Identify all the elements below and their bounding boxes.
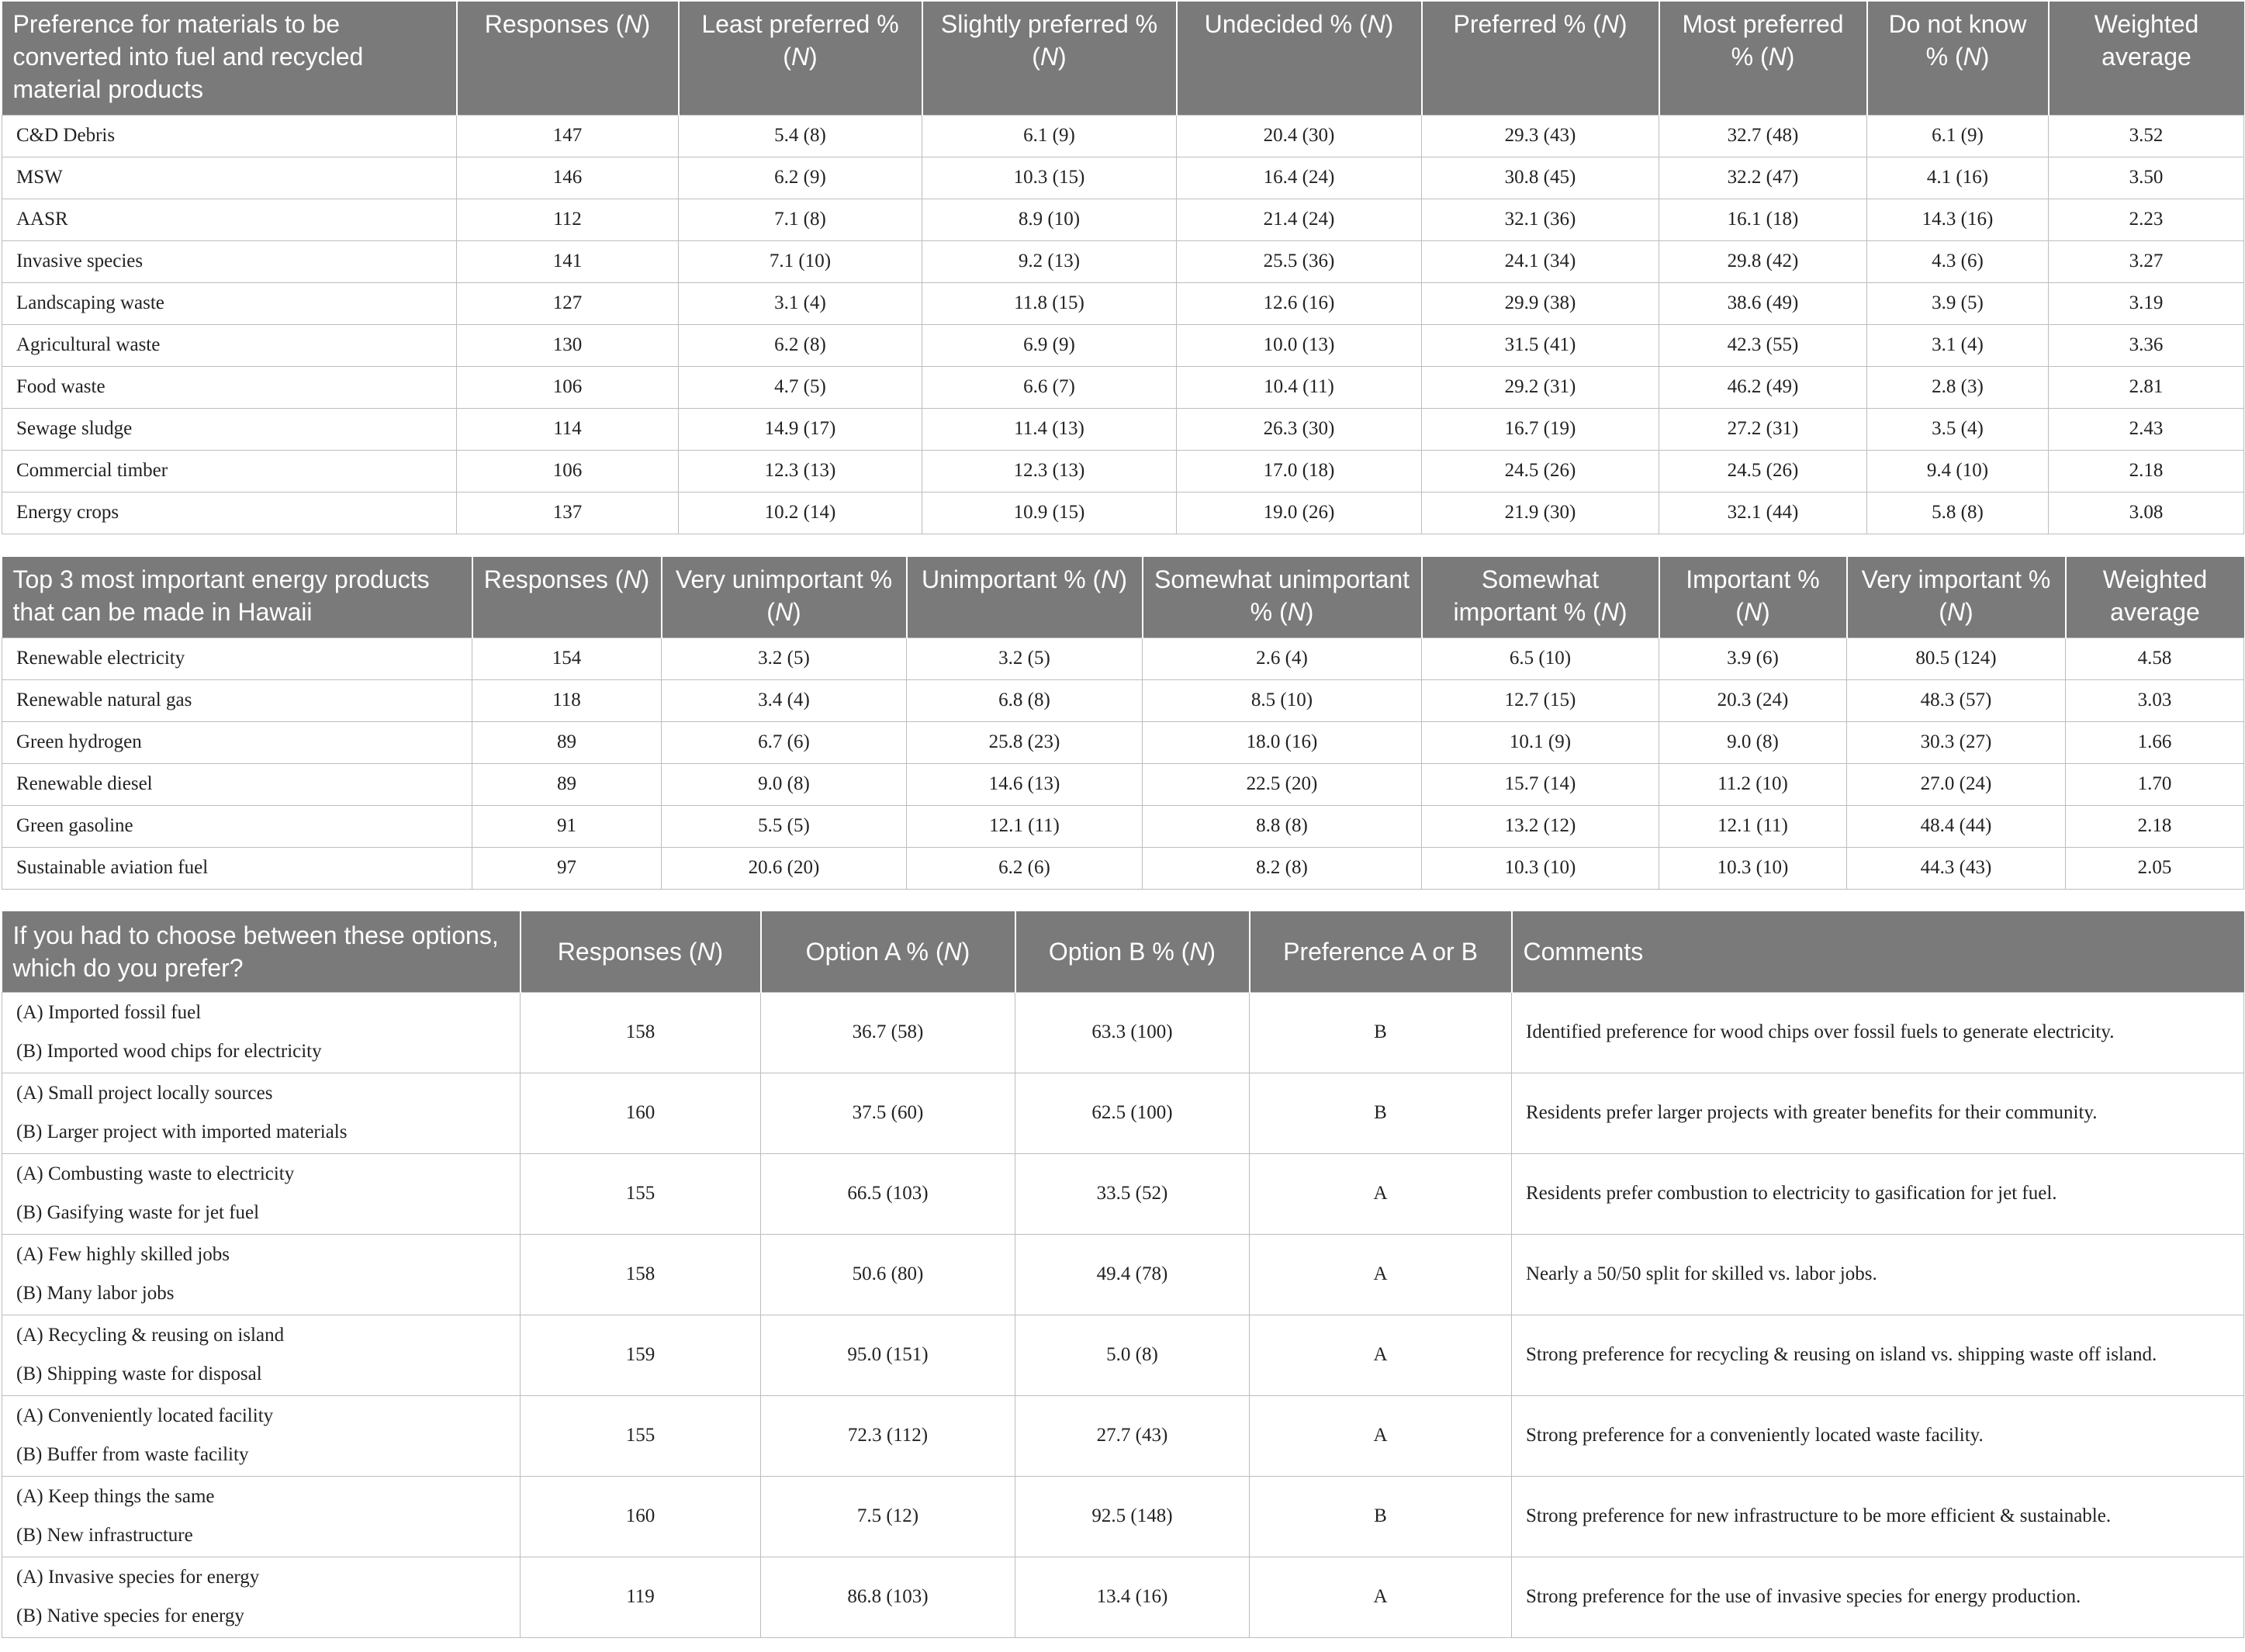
table-header-row: [2, 557, 2244, 638]
option-labels: [2, 1315, 521, 1395]
column-header: Weighted average: [2049, 2, 2244, 115]
table-cell: 11.8 (15): [922, 282, 1177, 324]
table-header-row: [2, 2, 2244, 115]
table-cell: 4.3 (6): [1867, 240, 2049, 282]
row-label: Energy crops: [2, 492, 457, 534]
table-row: [2, 805, 2244, 847]
table-cell: 24.5 (26): [1422, 450, 1659, 492]
table-row: [2, 240, 2244, 282]
preference-cell: A: [1250, 1395, 1512, 1476]
table-row: [2, 492, 2244, 534]
option-labels: [2, 1557, 521, 1637]
table-row: [2, 992, 2244, 1073]
table-row: [2, 1557, 2244, 1637]
table-cell: 114: [457, 408, 679, 450]
table-cell: 14.9 (17): [679, 408, 922, 450]
table-cell: 42.3 (55): [1659, 324, 1867, 366]
table-cell: 80.5 (124): [1847, 638, 2066, 679]
table-cell: 5.4 (8): [679, 115, 922, 157]
table-cell: 12.3 (13): [679, 450, 922, 492]
column-header: Unimportant % (N): [907, 557, 1143, 638]
column-header: Preference for materials to be converted into fuel and recycled material products: [2, 2, 457, 115]
table-cell: 10.9 (15): [922, 492, 1177, 534]
option-labels: [2, 1395, 521, 1476]
column-header: Most preferred % (N): [1659, 2, 1867, 115]
table-cell: 97: [472, 847, 662, 889]
option-a-cell: 50.6 (80): [761, 1234, 1015, 1315]
table-cell: 9.2 (13): [922, 240, 1177, 282]
option-b-cell: 63.3 (100): [1015, 992, 1250, 1073]
column-header: Preference A or B: [1250, 911, 1512, 992]
table-cell: 25.5 (36): [1177, 240, 1422, 282]
table-cell: 27.2 (31): [1659, 408, 1867, 450]
table-row: [2, 1153, 2244, 1234]
table-cell: 6.2 (9): [679, 157, 922, 199]
table-row: [2, 1476, 2244, 1557]
table-cell: 3.08: [2049, 492, 2244, 534]
table-cell: 10.3 (10): [1422, 847, 1659, 889]
table-cell: 2.8 (3): [1867, 366, 2049, 408]
table-cell: 10.1 (9): [1422, 721, 1659, 763]
table-cell: 2.05: [2066, 847, 2244, 889]
column-header: Option B % (N): [1015, 911, 1250, 992]
option-a-label: (A) Combusting waste to electricity: [16, 1163, 295, 1184]
column-header: Top 3 most important energy products that can be made in Hawaii: [2, 557, 472, 638]
table-cell: 3.52: [2049, 115, 2244, 157]
row-label: AASR: [2, 199, 457, 240]
column-header: Somewhat unimportant % (N): [1143, 557, 1422, 638]
table-cell: 14.3 (16): [1867, 199, 2049, 240]
table-cell: 7.1 (10): [679, 240, 922, 282]
row-label: Renewable diesel: [2, 763, 472, 805]
table-cell: 3.2 (5): [907, 638, 1143, 679]
table-cell: 154: [472, 638, 662, 679]
table-cell: 26.3 (30): [1177, 408, 1422, 450]
table-cell: 127: [457, 282, 679, 324]
column-header: Least preferred % (N): [679, 2, 922, 115]
table-cell: 3.19: [2049, 282, 2244, 324]
table-cell: 2.18: [2066, 805, 2244, 847]
table-cell: 29.2 (31): [1422, 366, 1659, 408]
table-row: [2, 157, 2244, 199]
table-row: [2, 366, 2244, 408]
row-label: Invasive species: [2, 240, 457, 282]
table-row: [2, 763, 2244, 805]
table-cell: 15.7 (14): [1422, 763, 1659, 805]
table-row: [2, 115, 2244, 157]
table-cell: 2.81: [2049, 366, 2244, 408]
materials-preference-table: [2, 2, 2244, 534]
option-b-cell: 62.5 (100): [1015, 1073, 1250, 1153]
table-cell: 2.23: [2049, 199, 2244, 240]
option-a-cell: 66.5 (103): [761, 1153, 1015, 1234]
column-header: Preferred % (N): [1422, 2, 1659, 115]
comment-cell: Strong preference for new infrastructure to be more efficient & sustainable.: [1512, 1476, 2244, 1557]
comment-cell: Nearly a 50/50 split for skilled vs. labor jobs.: [1512, 1234, 2244, 1315]
table-cell: 22.5 (20): [1143, 763, 1422, 805]
table-cell: 3.2 (5): [662, 638, 907, 679]
column-header: If you had to choose between these options, which do you prefer?: [2, 911, 521, 992]
preference-cell: A: [1250, 1315, 1512, 1395]
option-b-cell: 33.5 (52): [1015, 1153, 1250, 1234]
table-cell: 6.5 (10): [1422, 638, 1659, 679]
table-cell: 14.6 (13): [907, 763, 1143, 805]
option-b-label: (B) Shipping waste for disposal: [16, 1363, 262, 1384]
table-cell: 89: [472, 763, 662, 805]
table-cell: 24.5 (26): [1659, 450, 1867, 492]
table-cell: 12.7 (15): [1422, 679, 1659, 721]
table-cell: 118: [472, 679, 662, 721]
option-b-label: (B) Many labor jobs: [16, 1283, 175, 1304]
preference-cell: B: [1250, 1476, 1512, 1557]
table-cell: 12.1 (11): [907, 805, 1143, 847]
table-cell: 29.8 (42): [1659, 240, 1867, 282]
column-header: Option A % (N): [761, 911, 1015, 992]
table-cell: 10.2 (14): [679, 492, 922, 534]
table-cell: 21.4 (24): [1177, 199, 1422, 240]
table-cell: 3.03: [2066, 679, 2244, 721]
row-label: Agricultural waste: [2, 324, 457, 366]
option-b-label: (B) Imported wood chips for electricity: [16, 1041, 322, 1062]
table-cell: 3.4 (4): [662, 679, 907, 721]
table-cell: 1.70: [2066, 763, 2244, 805]
option-a-label: (A) Conveniently located facility: [16, 1405, 274, 1426]
responses-cell: 160: [521, 1073, 761, 1153]
table-cell: 12.1 (11): [1659, 805, 1847, 847]
table-cell: 44.3 (43): [1847, 847, 2066, 889]
table-cell: 25.8 (23): [907, 721, 1143, 763]
table-cell: 3.27: [2049, 240, 2244, 282]
option-labels: [2, 992, 521, 1073]
row-label: Renewable electricity: [2, 638, 472, 679]
table-cell: 9.4 (10): [1867, 450, 2049, 492]
row-label: Commercial timber: [2, 450, 457, 492]
table-cell: 106: [457, 366, 679, 408]
responses-cell: 160: [521, 1476, 761, 1557]
option-a-cell: 72.3 (112): [761, 1395, 1015, 1476]
table-row: [2, 847, 2244, 889]
table-cell: 2.18: [2049, 450, 2244, 492]
table-row: [2, 679, 2244, 721]
option-b-label: (B) Larger project with imported materials: [16, 1121, 348, 1142]
table-cell: 12.3 (13): [922, 450, 1177, 492]
table-cell: 91: [472, 805, 662, 847]
responses-cell: 159: [521, 1315, 761, 1395]
option-a-label: (A) Keep things the same: [16, 1486, 215, 1507]
comment-cell: Identified preference for wood chips over fossil fuels to generate electricity.: [1512, 992, 2244, 1073]
table-cell: 3.36: [2049, 324, 2244, 366]
table-cell: 12.6 (16): [1177, 282, 1422, 324]
table-row: [2, 408, 2244, 450]
table-cell: 16.7 (19): [1422, 408, 1659, 450]
option-a-label: (A) Recycling & reusing on island: [16, 1325, 285, 1346]
option-a-cell: 86.8 (103): [761, 1557, 1015, 1637]
table-cell: 89: [472, 721, 662, 763]
option-b-label: (B) Gasifying waste for jet fuel: [16, 1202, 260, 1223]
table-cell: 29.9 (38): [1422, 282, 1659, 324]
comment-cell: Strong preference for the use of invasive species for energy production.: [1512, 1557, 2244, 1637]
table-cell: 137: [457, 492, 679, 534]
table-cell: 32.2 (47): [1659, 157, 1867, 199]
preference-cell: B: [1250, 992, 1512, 1073]
comment-cell: Strong preference for recycling & reusing on island vs. shipping waste off island.: [1512, 1315, 2244, 1395]
table-row: [2, 1234, 2244, 1315]
table-row: [2, 199, 2244, 240]
table-cell: 3.50: [2049, 157, 2244, 199]
responses-cell: 155: [521, 1153, 761, 1234]
table-row: [2, 324, 2244, 366]
option-b-cell: 92.5 (148): [1015, 1476, 1250, 1557]
option-a-label: (A) Invasive species for energy: [16, 1567, 260, 1588]
table-cell: 141: [457, 240, 679, 282]
option-b-label: (B) New infrastructure: [16, 1525, 193, 1546]
preference-cell: A: [1250, 1557, 1512, 1637]
table-cell: 20.3 (24): [1659, 679, 1847, 721]
table-cell: 32.7 (48): [1659, 115, 1867, 157]
table-cell: 19.0 (26): [1177, 492, 1422, 534]
table-cell: 9.0 (8): [1659, 721, 1847, 763]
table-cell: 7.1 (8): [679, 199, 922, 240]
table-cell: 31.5 (41): [1422, 324, 1659, 366]
table-cell: 5.5 (5): [662, 805, 907, 847]
responses-cell: 158: [521, 1234, 761, 1315]
option-b-cell: 49.4 (78): [1015, 1234, 1250, 1315]
responses-cell: 158: [521, 992, 761, 1073]
table-cell: 6.7 (6): [662, 721, 907, 763]
table-cell: 8.8 (8): [1143, 805, 1422, 847]
column-header: Slightly preferred % (N): [922, 2, 1177, 115]
option-b-cell: 13.4 (16): [1015, 1557, 1250, 1637]
table-cell: 10.0 (13): [1177, 324, 1422, 366]
options-choice-table: [2, 911, 2244, 1638]
table-cell: 5.8 (8): [1867, 492, 2049, 534]
table-cell: 27.0 (24): [1847, 763, 2066, 805]
row-label: Landscaping waste: [2, 282, 457, 324]
table-row: [2, 450, 2244, 492]
preference-cell: B: [1250, 1073, 1512, 1153]
table-cell: 9.0 (8): [662, 763, 907, 805]
table-row: [2, 721, 2244, 763]
responses-cell: 119: [521, 1557, 761, 1637]
table-cell: 3.1 (4): [679, 282, 922, 324]
table-cell: 6.2 (8): [679, 324, 922, 366]
option-a-label: (A) Small project locally sources: [16, 1083, 273, 1104]
table-cell: 3.9 (6): [1659, 638, 1847, 679]
table-cell: 20.6 (20): [662, 847, 907, 889]
row-label: Renewable natural gas: [2, 679, 472, 721]
table-row: [2, 1073, 2244, 1153]
table-cell: 32.1 (44): [1659, 492, 1867, 534]
preference-cell: A: [1250, 1234, 1512, 1315]
row-label: C&D Debris: [2, 115, 457, 157]
table-cell: 3.9 (5): [1867, 282, 2049, 324]
option-a-label: (A) Few highly skilled jobs: [16, 1244, 230, 1265]
table-cell: 106: [457, 450, 679, 492]
column-header: Weighted average: [2066, 557, 2244, 638]
table-cell: 11.2 (10): [1659, 763, 1847, 805]
column-header: Responses (N): [472, 557, 662, 638]
column-header: Undecided % (N): [1177, 2, 1422, 115]
option-b-cell: 5.0 (8): [1015, 1315, 1250, 1395]
column-header: Very important % (N): [1847, 557, 2066, 638]
table-cell: 21.9 (30): [1422, 492, 1659, 534]
column-header: Do not know % (N): [1867, 2, 2049, 115]
option-labels: [2, 1476, 521, 1557]
table-cell: 2.6 (4): [1143, 638, 1422, 679]
option-a-cell: 95.0 (151): [761, 1315, 1015, 1395]
table-cell: 17.0 (18): [1177, 450, 1422, 492]
table-cell: 30.8 (45): [1422, 157, 1659, 199]
preference-cell: A: [1250, 1153, 1512, 1234]
column-header: Somewhat important % (N): [1422, 557, 1659, 638]
option-a-cell: 7.5 (12): [761, 1476, 1015, 1557]
table-cell: 46.2 (49): [1659, 366, 1867, 408]
table-cell: 6.6 (7): [922, 366, 1177, 408]
option-a-cell: 37.5 (60): [761, 1073, 1015, 1153]
table-row: [2, 1315, 2244, 1395]
row-label: Green hydrogen: [2, 721, 472, 763]
table-cell: 147: [457, 115, 679, 157]
option-labels: [2, 1234, 521, 1315]
row-label: MSW: [2, 157, 457, 199]
table-cell: 6.8 (8): [907, 679, 1143, 721]
table-cell: 32.1 (36): [1422, 199, 1659, 240]
table-cell: 4.58: [2066, 638, 2244, 679]
table-cell: 4.1 (16): [1867, 157, 2049, 199]
table-cell: 20.4 (30): [1177, 115, 1422, 157]
energy-products-table: [2, 557, 2244, 890]
table-cell: 10.4 (11): [1177, 366, 1422, 408]
option-a-label: (A) Imported fossil fuel: [16, 1002, 202, 1023]
table-cell: 146: [457, 157, 679, 199]
table-cell: 6.2 (6): [907, 847, 1143, 889]
column-header: Very unimportant % (N): [662, 557, 907, 638]
row-label: Green gasoline: [2, 805, 472, 847]
option-b-label: (B) Buffer from waste facility: [16, 1444, 249, 1465]
table-row: [2, 282, 2244, 324]
table-cell: 112: [457, 199, 679, 240]
table-cell: 130: [457, 324, 679, 366]
column-header: Responses (N): [521, 911, 761, 992]
table-header-row: [2, 911, 2244, 992]
column-header: Responses (N): [457, 2, 679, 115]
table-cell: 30.3 (27): [1847, 721, 2066, 763]
table-cell: 48.4 (44): [1847, 805, 2066, 847]
table-row: [2, 638, 2244, 679]
table-cell: 8.2 (8): [1143, 847, 1422, 889]
table-cell: 48.3 (57): [1847, 679, 2066, 721]
column-header: Comments: [1512, 911, 2244, 992]
responses-cell: 155: [521, 1395, 761, 1476]
table-cell: 6.1 (9): [922, 115, 1177, 157]
row-label: Sustainable aviation fuel: [2, 847, 472, 889]
option-labels: [2, 1073, 521, 1153]
table-cell: 1.66: [2066, 721, 2244, 763]
table-cell: 10.3 (10): [1659, 847, 1847, 889]
comment-cell: Residents prefer combustion to electricity to gasification for jet fuel.: [1512, 1153, 2244, 1234]
table-cell: 8.5 (10): [1143, 679, 1422, 721]
option-labels: [2, 1153, 521, 1234]
table-cell: 4.7 (5): [679, 366, 922, 408]
table-cell: 3.1 (4): [1867, 324, 2049, 366]
table-cell: 38.6 (49): [1659, 282, 1867, 324]
table-cell: 6.9 (9): [922, 324, 1177, 366]
table-cell: 3.5 (4): [1867, 408, 2049, 450]
table-cell: 10.3 (15): [922, 157, 1177, 199]
table-cell: 8.9 (10): [922, 199, 1177, 240]
option-a-cell: 36.7 (58): [761, 992, 1015, 1073]
option-b-label: (B) Native species for energy: [16, 1605, 244, 1626]
option-b-cell: 27.7 (43): [1015, 1395, 1250, 1476]
comment-cell: Strong preference for a conveniently located waste facility.: [1512, 1395, 2244, 1476]
table-cell: 6.1 (9): [1867, 115, 2049, 157]
row-label: Sewage sludge: [2, 408, 457, 450]
table-cell: 29.3 (43): [1422, 115, 1659, 157]
table-cell: 18.0 (16): [1143, 721, 1422, 763]
table-cell: 16.1 (18): [1659, 199, 1867, 240]
table-cell: 2.43: [2049, 408, 2244, 450]
column-header: Important % (N): [1659, 557, 1847, 638]
row-label: Food waste: [2, 366, 457, 408]
table-row: [2, 1395, 2244, 1476]
table-cell: 11.4 (13): [922, 408, 1177, 450]
table-cell: 24.1 (34): [1422, 240, 1659, 282]
comment-cell: Residents prefer larger projects with greater benefits for their community.: [1512, 1073, 2244, 1153]
table-cell: 13.2 (12): [1422, 805, 1659, 847]
table-cell: 16.4 (24): [1177, 157, 1422, 199]
